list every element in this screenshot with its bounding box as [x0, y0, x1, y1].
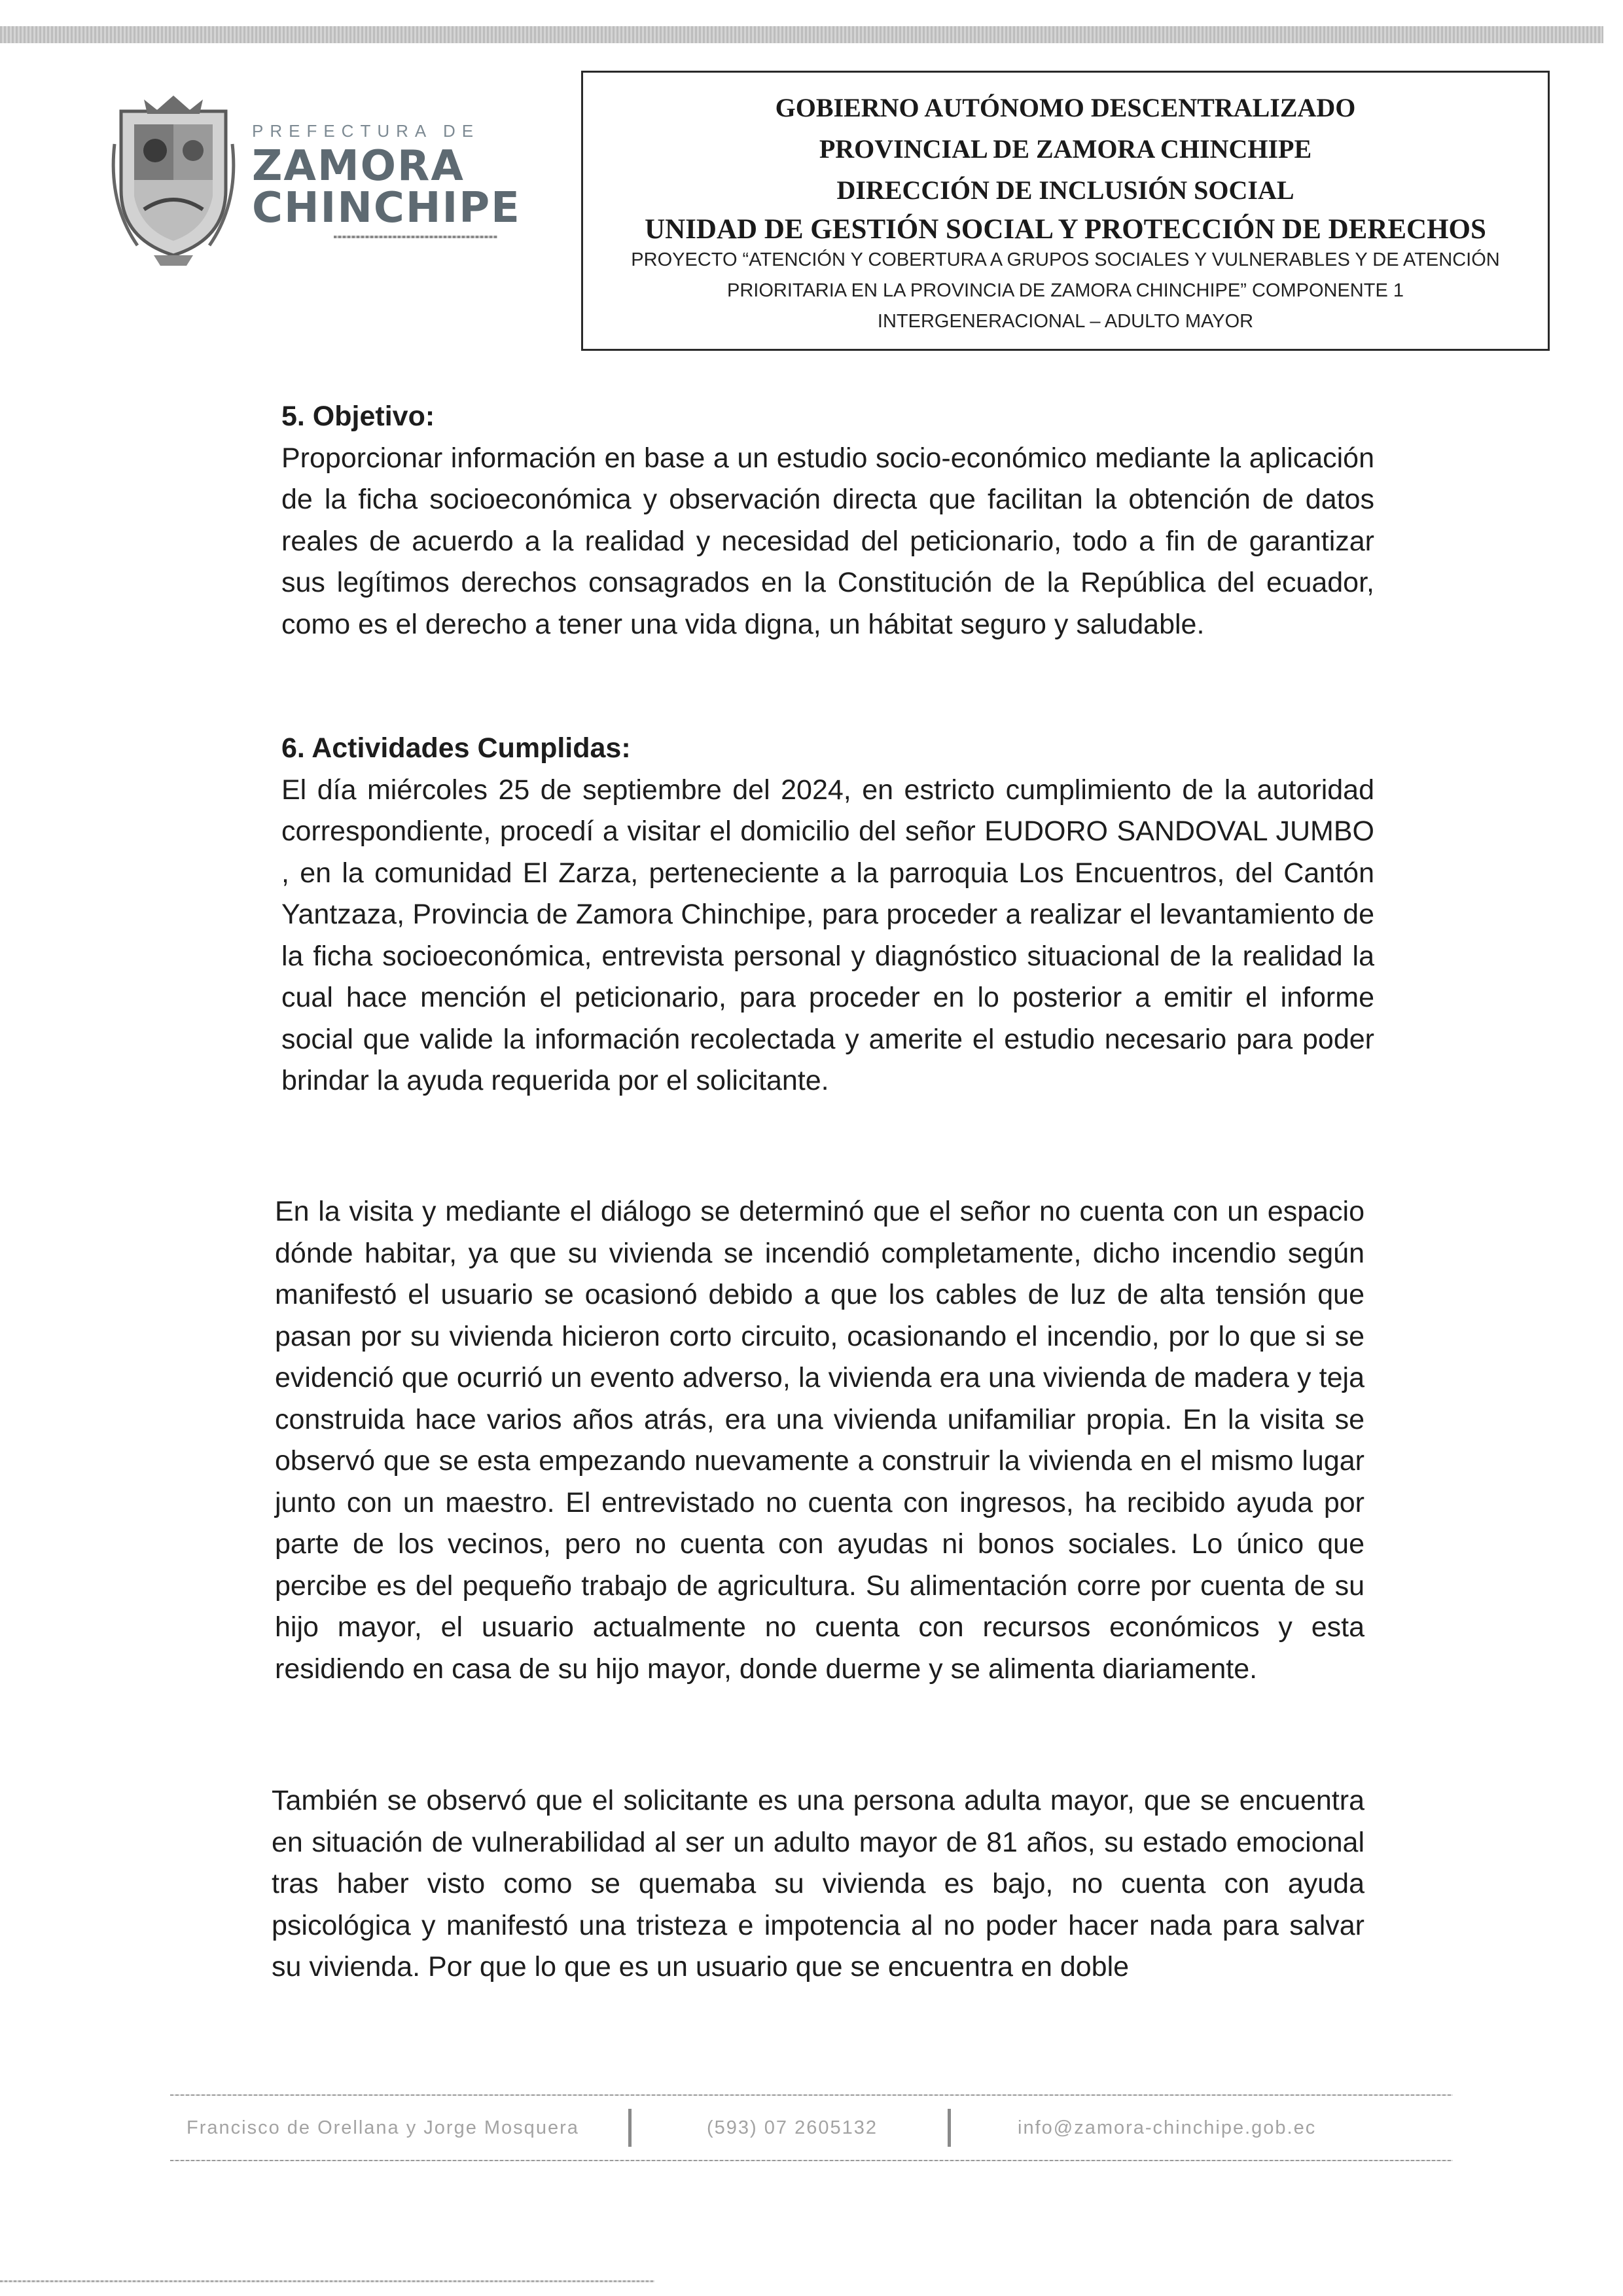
coat-of-arms-icon: [108, 92, 239, 268]
logo-line-2: CHINCHIPE: [252, 184, 521, 232]
header-line-3: DIRECCIÓN DE INCLUSIÓN SOCIAL: [836, 175, 1294, 205]
prefectura-logo: [108, 92, 521, 268]
footer-email: info@zamora-chinchipe.gob.ec: [1018, 2117, 1317, 2138]
actividades-heading: 6. Actividades Cumplidas:: [281, 732, 631, 764]
footer-bottom-rule: [170, 2160, 1453, 2161]
objetivo-section: [281, 396, 1374, 645]
footer-phone: (593) 07 2605132: [707, 2117, 878, 2138]
actividades-paragraph-2: En la visita y mediante el diálogo se determinó que el señor no cuenta con un espacio dónde habitar, ya que su vivienda se incendió completamente, dicho incendio según manifestó el usuario se ocasionó debido a que los cables de luz de alta tensión que pasan por su vivienda hicieron corto circuito, ocasionando el incendio, por lo que si se evidenció que ocurrió un evento adverso, la vivienda era una vivienda de madera y teja construida hace varios años atrás, era una vivienda unifamiliar propia. En la visita se observó que se esta empezando nuevamente a construir la vivienda en el mismo lugar junto con un maestro. El entrevistado no cuenta con ingresos, ha recibido ayuda por parte de los vecinos, pero no cuenta con ayudas ni bonos sociales. Lo único que percibe es del pequeño trabajo de agricultura. Su alimentación corre por cuenta de su hijo mayor, el usuario actualmente no cuenta con recursos económicos y esta residiendo en casa de su hijo mayor, donde duerme y se alimenta diariamente.: [275, 1196, 1364, 1685]
header-line-4: UNIDAD DE GESTIÓN SOCIAL Y PROTECCIÓN DE DERECHOS: [645, 214, 1486, 245]
logo-underline: [334, 236, 497, 238]
logo-prefix: PREFECTURA DE: [252, 121, 480, 141]
objetivo-paragraph: Proporcionar información en base a un estudio socio-económico mediante la aplicación de la ficha socioeconómica y observación directa que facilitan la obtención de datos reales de acuerdo a la realidad y necesidad del peticionario, todo a fin de garantizar sus legítimos derechos consagrados en la Constitución de la República del ecuador, como es el derecho a tener una vida digna, un hábitat seguro y saludable.: [281, 442, 1374, 640]
header-line-1: GOBIERNO AUTÓNOMO DESCENTRALIZADO: [775, 93, 1356, 122]
project-line-1: PROYECTO “ATENCIÓN Y COBERTURA A GRUPOS SOCIALES Y VULNERABLES Y DE ATENCIÓN: [631, 249, 1500, 270]
objetivo-heading: 5. Objetivo:: [281, 401, 435, 432]
footer-top-rule: [170, 2094, 1453, 2096]
footer-separator: [948, 2109, 951, 2147]
project-line-2: PRIORITARIA EN LA PROVINCIA DE ZAMORA CHINCHIPE” COMPONENTE 1: [727, 280, 1404, 301]
project-line-3: INTERGENERACIONAL – ADULTO MAYOR: [877, 311, 1254, 332]
scan-top-band: [0, 26, 1603, 43]
actividades-paragraph-3: También se observó que el solicitante es una persona adulta mayor, que se encuentra en situación de vulnerabilidad al ser un adulto mayor de 81 años, su estado emocional tras haber visto como se quemaba su vivienda es bajo, no cuenta con ayuda psicológica y manifestó una tristeza e impotencia al no poder hacer nada para salvar su vivienda. Por que lo que es un usuario que se encuentra en doble: [272, 1785, 1364, 1982]
logo-line-1: ZAMORA: [252, 142, 465, 190]
footer-address: Francisco de Orellana y Jorge Mosquera: [187, 2117, 579, 2138]
header-line-2: PROVINCIAL DE ZAMORA CHINCHIPE: [819, 134, 1312, 164]
institution-header: [581, 71, 1550, 351]
scan-bottom-edge: [0, 2280, 654, 2282]
actividades-section: [281, 728, 1374, 1102]
footer-separator: [628, 2109, 632, 2147]
actividades-paragraph-1: El día miércoles 25 de septiembre del 2024, en estricto cumplimiento de la autoridad correspondiente, procedí a visitar el domicilio del señor EUDORO SANDOVAL JUMBO , en la comunidad El Zarza, perteneciente a la parroquia Los Encuentros, del Cantón Yantzaza, Provincia de Zamora Chinchipe, para proceder a realizar el levantamiento de la ficha socioeconómica, entrevista personal y diagnóstico situacional de la realidad la cual hace mención el peticionario, para proceder en lo posterior a emitir el informe social que valide la información recolectada y amerite el estudio necesario para poder brindar la ayuda requerida por el solicitante.: [281, 774, 1374, 1096]
